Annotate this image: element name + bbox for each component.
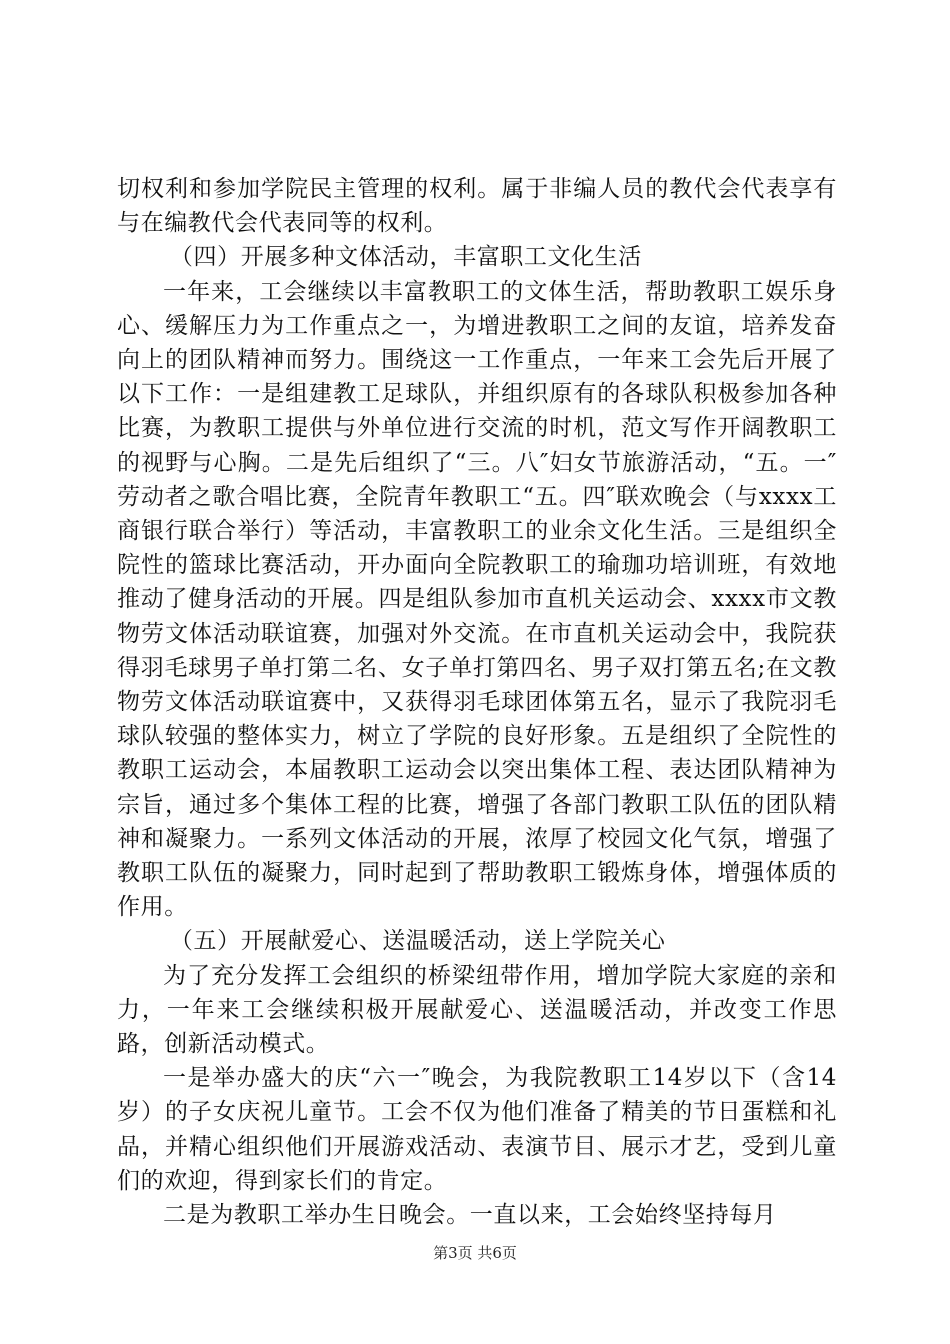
paragraph-birthday-party: 二是为教职工举办生日晚会。一直以来，工会始终坚持每月 (163, 1202, 777, 1229)
section-heading-five: （五）开展献爱心、送温暖活动，送上学院关心 (169, 928, 666, 955)
paragraph-childrens-day: 一是举办盛大的庆“六一″晚会，为我院教职工14岁以下（含14岁）的子女庆祝儿童节。工会不仅为他们准备了精美的节日蛋糕和礼品，并精心组织他们开展游戏活动、表演节目、展示才艺，受到儿童们的欢迎，得到家长们的肯定。 (117, 1065, 837, 1194)
section-heading-four: （四）开展多种文体活动，丰富职工文化生活 (169, 244, 642, 271)
paragraph-care-activities: 为了充分发挥工会组织的桥梁纽带作用，增加学院大家庭的亲和力，一年来工会继续积极开展献爱心、送温暖活动，并改变工作思路，创新活动模式。 (117, 962, 837, 1058)
paragraph-continuation: 切权利和参加学院民主管理的权利。属于非编人员的教代会代表享有与在编教代会代表同等的权利。 (117, 176, 837, 237)
page-footer: 第3页 共6页 (433, 1244, 517, 1262)
paragraph-cultural-activities: 一年来，工会继续以丰富教职工的文体生活，帮助教职工娱乐身心、缓解压力为工作重点之一，为增进教职工之间的友谊，培养发奋向上的团队精神而努力。围绕这一工作重点，一年来工会先后开展了以下工作：一是组建教工足球队，并组织原有的各球队积极参加各种比赛，为教职工提供与外单位进行交流的时机，范文写作开阔教职工的视野与心胸。二是先后组织了“三。八″妇女节旅游活动，“五。一″劳动者之歌合唱比赛，全院青年教职工“五。四″联欢晚会（与xxxx工商银行联合举行）等活动，丰富教职工的业余文化生活。三是组织全院性的篮球比赛活动，开办面向全院教职工的瑜珈功培训班，有效地推动了健身活动的开展。四是组队参加市直机关运动会、xxxx市文教物劳文体活动联谊赛，加强对外交流。在市直机关运动会中，我院获得羽毛球男子单打第二名、女子单打第四名、男子双打第五名;在文教物劳文体活动联谊赛中，又获得羽毛球团体第五名，显示了我院羽毛球队较强的整体实力，树立了学院的良好形象。五是组织了全院性的教职工运动会，本届教职工运动会以突出集体工程、表达团队精神为宗旨，通过多个集体工程的比赛，增强了各部门教职工队伍的团队精神和凝聚力。一系列文体活动的开展，浓厚了校园文化气氛，增强了教职工队伍的凝聚力，同时起到了帮助教职工锻炼身体，增强体质的作用。 (117, 278, 837, 921)
document-body (117, 172, 837, 1232)
